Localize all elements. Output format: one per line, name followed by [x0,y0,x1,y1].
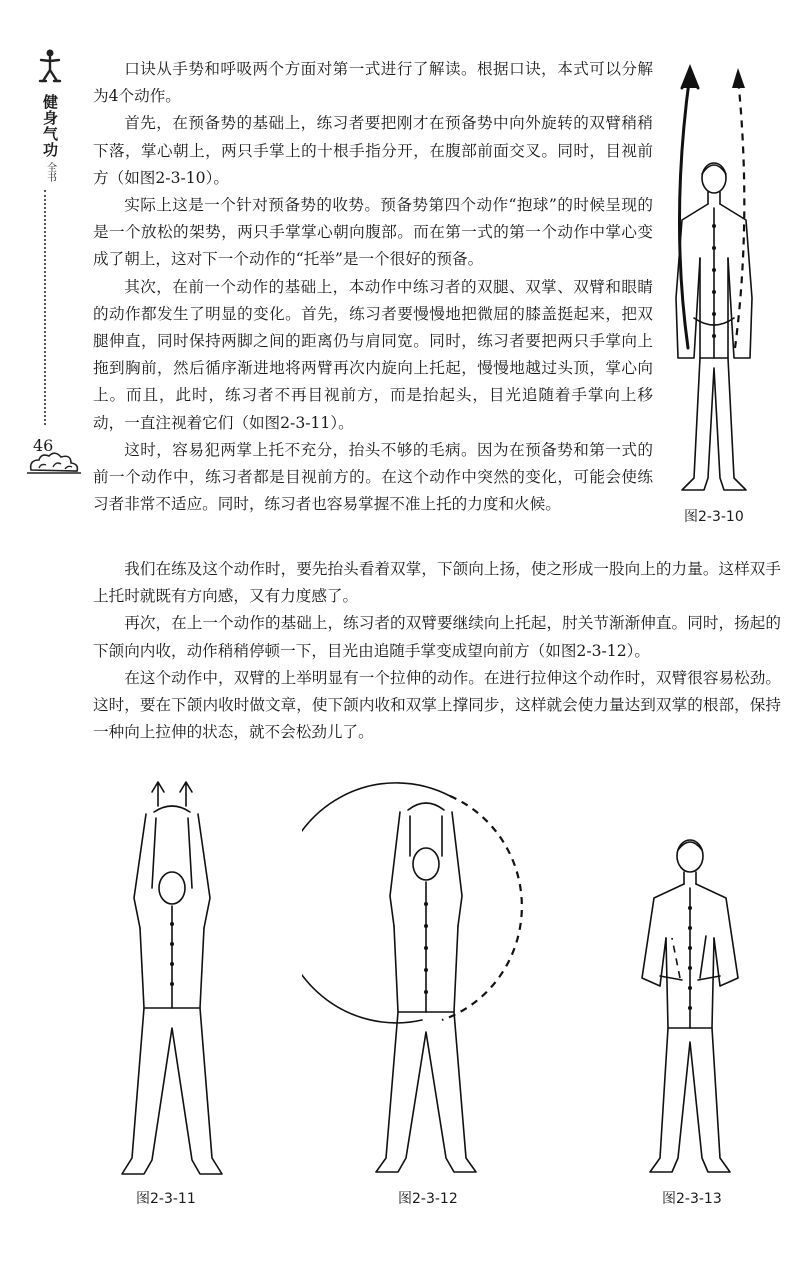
paragraph: 其次，在前一个动作的基础上，本动作中练习者的双腿、双掌、双臂和眼睛的动作都发生了明显的变化。首先，练习者要慢慢地把微屈的膝盖挺起来，把双腿伸直，同时保持两脚之间的距离仍与肩同宽。同时，练习者要把两只手掌向上拖到胸前，然后循序渐进地将两臂再次内旋向上托起，慢慢地越过头顶，掌心向上。而且，此时，练习者不再目视前方，而是抬起头，目光追随着手掌向上移动，一直注视着它们（如图2-3-11）。 [93,277,653,432]
sidebar [30,48,70,182]
paragraph: 这时，容易犯两掌上托不充分，抬头不够的毛病。因为在预备势和第一式的前一个动作中，练习者都是目视前方的。在这个动作中突然的变化，可能会使练习者非常不适应。同时，练习者也容易掌握不准上托的力度和火候。 [93,440,653,514]
paragraph: 在这个动作中，双臂的上举明显有一个拉伸的动作。在进行拉伸这个动作时，双臂很容易松劲。这时，要在下颌内收时做文章，使下颌内收和双掌上撑同步，这样就会使力量达到双掌的根部，保持一种向上拉伸的状态，就不会松劲儿了。 [93,668,781,742]
cloud-ornament-icon [27,450,81,476]
paragraph: 口诀从手势和呼吸两个方面对第一式进行了解读。根据口诀，本式可以分解为4个动作。 [93,60,653,106]
page-number: 46 [33,436,54,455]
paragraph: 再次，在上一个动作的基础上，练习者的双臂要继续向上托起，肘关节渐渐伸直。同时，扬起的下颌向内收，动作稍稍停顿一下，目光由追随手掌变成望向前方（如图2-3-12）。 [93,614,781,660]
book-title: 健身气功 [41,94,59,158]
caption-2-3-11: 图2-3-11 [136,1191,196,1207]
body-text-full [93,556,781,746]
body-text-narrow [93,56,653,518]
caption-2-3-12: 图2-3-12 [398,1191,458,1207]
martial-artist-logo-icon [35,48,65,86]
figure-2-3-11 [118,778,248,1188]
paragraph: 我们在练及这个动作时，要先抬头看着双掌，下颌向上扬，使之形成一股向上的力量。这样双手上托时就既有方向感，又有力度感了。 [93,560,781,606]
paragraph: 首先，在预备势的基础上，练习者要把刚才在预备势中向外旋转的双臂稍稍下落，掌心朝上，两只手掌上的十根手指分开，在腹部前面交叉。同时，目视前方（如图2-3-10）。 [93,114,653,187]
caption-2-3-10: 图2-3-10 [684,509,744,525]
caption-2-3-13: 图2-3-13 [662,1191,722,1207]
figure-2-3-13 [620,828,760,1188]
book-subtitle: 全书 [44,162,56,182]
figure-2-3-12 [302,776,556,1188]
paragraph: 实际上这是一个针对预备势的收势。预备势第四个动作“抱球”的时候呈现的是一个放松的架势，两只手掌掌心朝向腹部。而在第一式的第一个动作中掌心变成了朝上，这对下一个动作的“托举”是一个很好的预备。 [93,196,653,269]
figure-2-3-10 [660,58,770,506]
sidebar-dotted-divider [44,190,46,425]
